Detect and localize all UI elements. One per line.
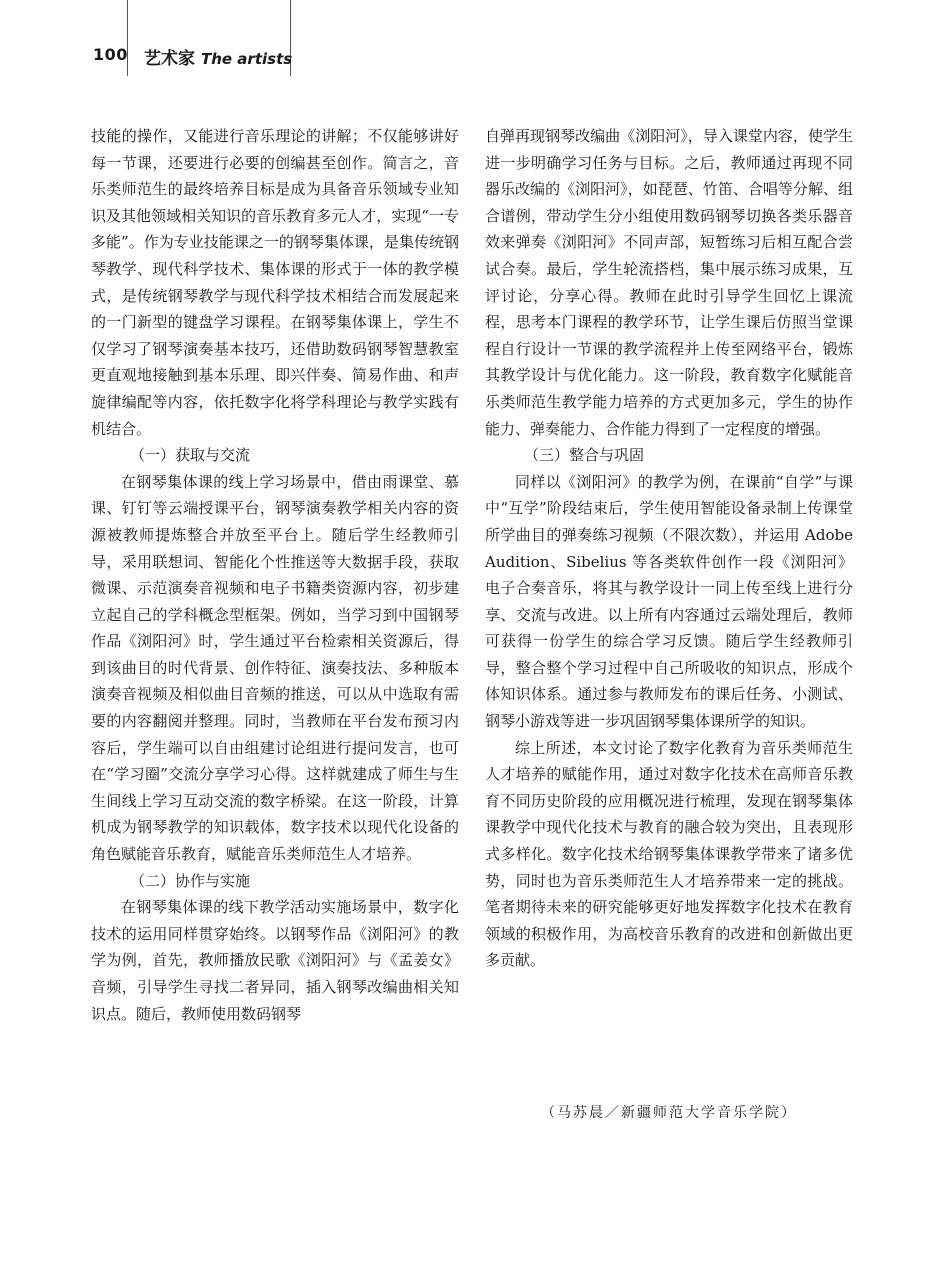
section-heading-2: （二）协作与实施 — [130, 871, 251, 890]
left-column — [91, 123, 459, 1027]
section-heading-1: （一）获取与交流 — [130, 446, 251, 465]
journal-title-en: The artists — [201, 50, 293, 68]
paragraph-intro: 技能的操作，又能进行音乐理论的讲解；不仅能够讲好每一节课，还要进行必要的创编甚至创作。简言之，音乐类师范生的最终培养目标是成为具备音乐领域专业知识及其他领域相关知识的音乐教育多元人才，实现“一专多能”。作为专业技能课之一的钢琴集体课，是集传统钢琴教学、现代科学技术、集体课的形式于一体的教学模式，是传统钢琴教学与现代科学技术相结合而发展起来的一门新型的键盘学习课程。在钢琴集体课上，学生不仅学习了钢琴演奏基本技巧，还借助数码钢琴智慧教室更直观地接触到基本乐理、即兴伴奏、简易作曲、和声旋律编配等内容，依托数字化将学科理论与教学实践有机结合。 — [91, 127, 459, 438]
section-heading-3: （三）整合与巩固 — [524, 446, 645, 465]
paragraph-conclusion: 综上所述，本文讨论了数字化教育为音乐类师范生人才培养的赋能作用，通过对数字化技术在高师音乐教育不同历史阶段的应用概况进行梳理，发现在钢琴集体课教学中现代化技术与教育的融合较为突出，且表现形式多样化。数字化技术给钢琴集体课教学带来了诸多优势，同时也为音乐类师范生人才培养带来一定的挑战。笔者期待未来的研究能够更好地发挥数字化技术在教育领域的积极作用，为高校音乐教育的改进和创新做出更多贡献。 — [485, 738, 853, 970]
paragraph-2: 在钢琴集体课的线下教学活动实施场景中，数字化技术的运用同样贯穿始终。以钢琴作品《浏阳河》的教学为例，首先，教师播放民歌《浏阳河》与《孟姜女》音频，引导学生寻找二者异同，插入钢琴改编曲相关知识点。随后，教师使用数码钢琴 — [91, 898, 459, 1023]
right-column — [485, 123, 853, 974]
paragraph-1: 在钢琴集体课的线上学习场景中，借由雨课堂、慕课、钉钉等云端授课平台，钢琴演奏教学相关内容的资源被教师提炼整合并放至平台上。随后学生经教师引导，采用联想词、智能化个性推送等大数据手段，获取微课、示范演奏音视频和电子书籍类资源内容，初步建立起自己的学科概念型框架。例如，当学习到中国钢琴作品《浏阳河》时，学生通过平台检索相关资源后，得到该曲目的时代背景、创作特征、演奏技法、多种版本演奏音视频及相似曲目音频的推送，可以从中选取有需要的内容翻阅并整理。同时，当教师在平台发布预习内容后，学生端可以自由组建讨论组进行提问发言，也可在“学习圈”交流分享学习心得。这样就建成了师生与生生间线上学习互动交流的数字桥梁。在这一阶段，计算机成为钢琴教学的知识载体，数字技术以现代化设备的角色赋能音乐教育，赋能音乐类师范生人才培养。 — [91, 472, 459, 864]
paragraph-3: 同样以《浏阳河》的教学为例，在课前“自学”与课中“互学”阶段结束后，学生使用智能设备录制上传课堂所学曲目的弹奏练习视频（不限次数），并运用 Adobe Audition、Sibelius 等各类软件创作一段《浏阳河》电子合奏音乐，将其与教学设计一同上传至线上进行分享、交流与改进。以上所有内容通过云端处理后，教师可获得一份学生的综合学习反馈。随后学生经教师引导，整合整个学习过程中自己所吸收的知识点，形成个体知识体系。通过参与教师发布的课后任务、小测试、钢琴小游戏等进一步巩固钢琴集体课所学的知识。 — [485, 472, 853, 731]
page-number: 100 — [93, 45, 128, 64]
author-byline: （马苏晨／新疆师范大学音乐学院） — [541, 1105, 797, 1121]
header-divider-left — [127, 0, 128, 76]
journal-title — [144, 44, 292, 69]
paragraph-2-continued: 自弹再现钢琴改编曲《浏阳河》，导入课堂内容，使学生进一步明确学习任务与目标。之后，教师通过再现不同器乐改编的《浏阳河》，如琵琶、竹笛、合唱等分解、组合谱例，带动学生分小组使用数码钢琴切换各类乐器音效来弹奏《浏阳河》不同声部，短暂练习后相互配合尝试合奏。最后，学生轮流搭档，集中展示练习成果，互评讨论，分享心得。教师在此时引导学生回忆上课流程，思考本门课程的教学环节，让学生课后仿照当堂课程自行设计一节课的教学流程并上传至网络平台，锻炼其教学设计与优化能力。这一阶段，教育数字化赋能音乐类师范生教学能力培养的方式更加多元，学生的协作能力、弹奏能力、合作能力得到了一定程度的增强。 — [485, 127, 853, 438]
journal-title-cn: 艺术家 — [144, 49, 195, 69]
